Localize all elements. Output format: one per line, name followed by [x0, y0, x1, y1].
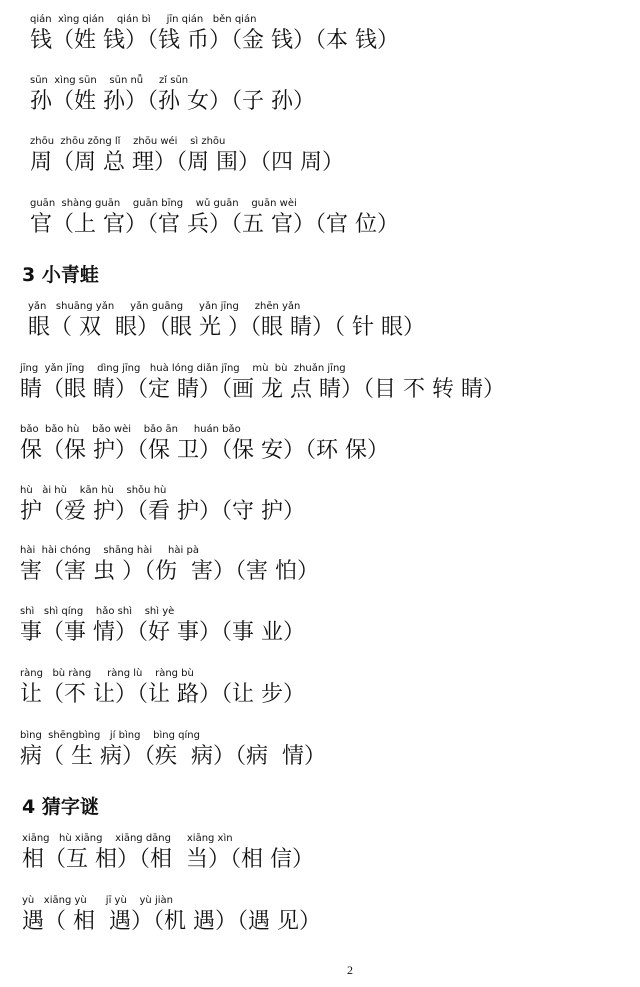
hanzi-line: 相（互 相）（相 当）（相 信） [22, 847, 314, 872]
hanzi-line: 孙（姓 孙）（孙 女）（子 孙） [30, 89, 315, 114]
hanzi-line: 病（ 生 病）（疾 病）（病 情） [20, 744, 326, 769]
section-heading-lesson3: 3 小青蛙 [22, 264, 99, 286]
pinyin-line: jīng yǎn jīng dìng jīng huà lóng diǎn jīng mù bù zhuǎn jīng [20, 363, 346, 374]
pinyin-line: sūn xìng sūn sūn nǚ zǐ sūn [30, 75, 189, 86]
pinyin-line: xiāng hù xiāng xiāng dāng xiāng xìn [22, 833, 233, 844]
pinyin-line: yù xiāng yù jī yù yù jiàn [22, 895, 173, 906]
pinyin-line: hù ài hù kān hù shǒu hù [20, 485, 167, 496]
hanzi-line: 官（上 官）（官 兵）（五 官）（官 位） [30, 212, 399, 237]
pinyin-line: bìng shēngbìng jí bìng bìng qíng [20, 730, 200, 741]
hanzi-line: 保（保 护）（保 卫）（保 安）（环 保） [20, 438, 389, 463]
section-heading-lesson4: 4 猜字谜 [22, 796, 99, 818]
hanzi-line: 护（爱 护）（看 护）（守 护） [20, 499, 305, 524]
pinyin-line: zhōu zhōu zǒng lǐ zhōu wéi sì zhōu [30, 136, 226, 147]
pinyin-line: ràng bù ràng ràng lù ràng bù [20, 668, 194, 679]
pinyin-line: hài hài chóng shāng hài hài pà [20, 545, 199, 556]
hanzi-line: 害（害 虫 ）（伤 害）（害 怕） [20, 559, 319, 584]
hanzi-line: 睛（眼 睛）（定 睛）（画 龙 点 睛）（目 不 转 睛） [20, 377, 505, 402]
hanzi-line: 周（周 总 理）（周 围）（四 周） [30, 150, 344, 175]
pinyin-line: yǎn shuāng yǎn yǎn guāng yǎn jīng zhēn yǎn [28, 301, 301, 312]
hanzi-line: 遇（ 相 遇）（机 遇）（遇 见） [22, 909, 321, 934]
pinyin-line: guān shàng guān guān bīng wǔ guān guān wèi [30, 198, 297, 209]
hanzi-line: 让（不 让）（让 路）（让 步） [20, 682, 305, 707]
hanzi-line: 事（事 情）（好 事）（事 业） [20, 620, 305, 645]
pinyin-line: qián xìng qián qián bì jīn qián běn qián [30, 14, 257, 25]
pinyin-line: shì shì qíng hǎo shì shì yè [20, 606, 175, 617]
pinyin-line: bǎo bǎo hù bǎo wèi bǎo ān huán bǎo [20, 424, 241, 435]
hanzi-line: 钱（姓 钱）（钱 币）（金 钱）（本 钱） [30, 28, 399, 53]
page-number: 2 [347, 963, 353, 977]
hanzi-line: 眼（ 双 眼）（眼 光 ）（眼 睛）（ 针 眼） [28, 315, 425, 340]
